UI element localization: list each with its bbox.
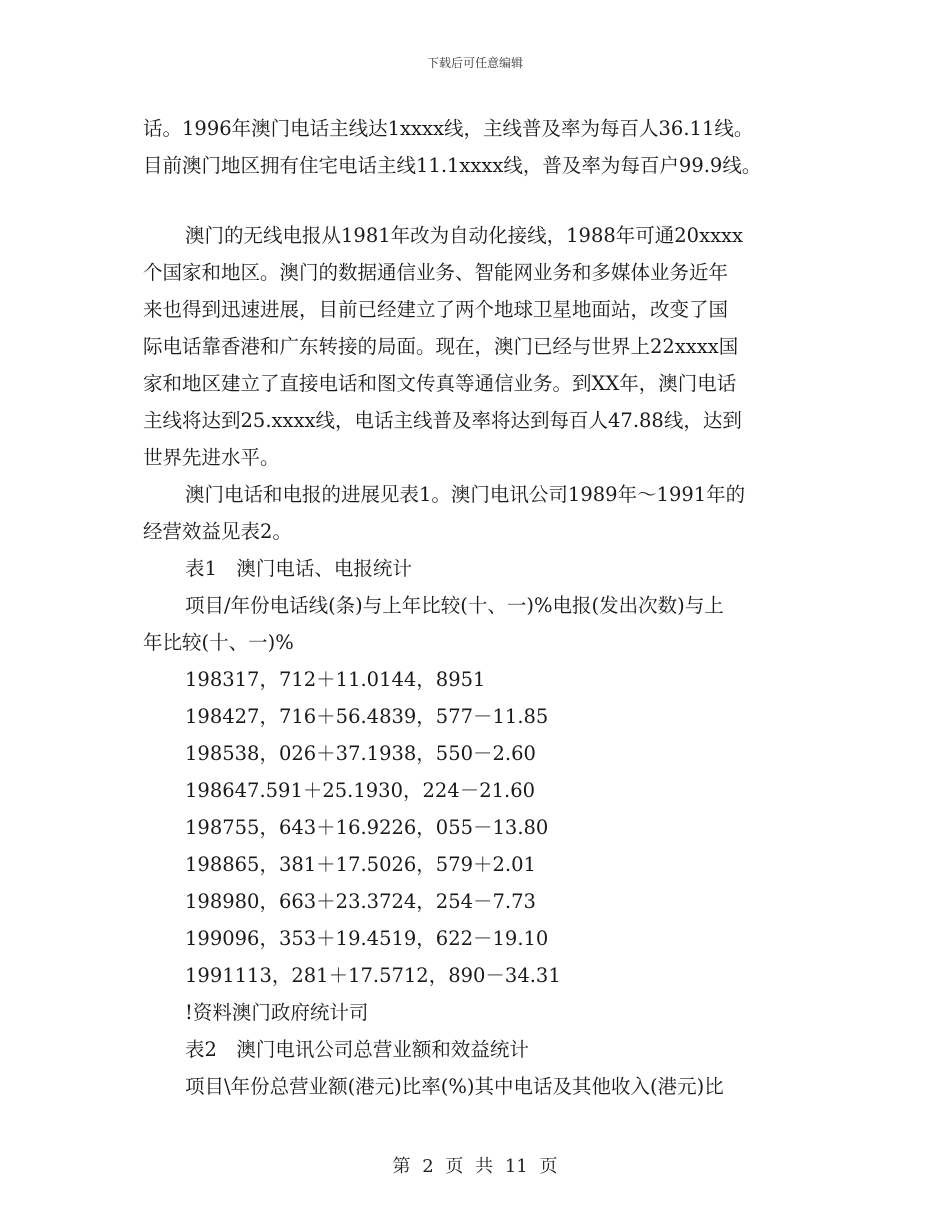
text-line: 话。1996年澳门电话主线达1xxxx线，主线普及率为每百人36.11线。 xyxy=(143,117,754,140)
source-note: !资料澳门政府统计司 xyxy=(185,1001,369,1024)
page-footer: 第 2 页 共 11 页 xyxy=(392,1156,558,1177)
text-line: 世界先进水平。 xyxy=(143,446,280,469)
document-body xyxy=(143,110,815,1105)
table-row: 199096，353＋19.4519，622－19.10 xyxy=(185,927,549,950)
page-header: 下载后可任意编辑 xyxy=(426,56,523,70)
text-line: 澳门电话和电报的进展见表1。澳门电讯公司1989年～1991年的 xyxy=(185,483,746,506)
table-header-line: 年比较(十、一)% xyxy=(143,631,294,654)
text-line: 澳门的无线电报从1981年改为自动化接线，1988年可通20xxxx xyxy=(185,224,744,247)
table-row: 198647.591＋25.1930，224－21.60 xyxy=(185,779,536,802)
text-line: 家和地区建立了直接电话和图文传真等通信业务。到XX年，澳门电话 xyxy=(143,372,737,395)
table-row: 198427，716＋56.4839，577－11.85 xyxy=(185,705,549,728)
paragraph-gap xyxy=(143,184,815,217)
text-line: 目前澳门地区拥有住宅电话主线11.1xxxx线，普及率为每百户99.9线。 xyxy=(143,154,762,177)
table-header-line: 项目\年份总营业额(港元)比率(%)其中电话及其他收入(港元)比 xyxy=(185,1075,724,1098)
table-row: 198865，381＋17.5026，579＋2.01 xyxy=(185,853,536,876)
table-caption: 表1 澳门电话、电报统计 xyxy=(185,557,412,580)
text-line: 际电话靠香港和广东转接的局面。现在，澳门已经与世界上22xxxx国 xyxy=(143,335,739,358)
table-header-line: 项目/年份电话线(条)与上年比较(十、一)%电报(发出次数)与上 xyxy=(185,594,724,617)
text-line: 来也得到迅速进展，目前已经建立了两个地球卫星地面站，改变了国 xyxy=(143,298,729,321)
table-row: 198980，663＋23.3724，254－7.73 xyxy=(185,890,536,913)
table-row: 198538，026＋37.1938，550－2.60 xyxy=(185,742,536,765)
table-row: 198317，712＋11.0144，8951 xyxy=(185,668,486,691)
table-caption: 表2 澳门电讯公司总营业额和效益统计 xyxy=(185,1038,529,1061)
text-line: 经营效益见表2。 xyxy=(143,520,292,543)
text-line: 主线将达到25.xxxx线，电话主线普及率将达到每百人47.88线，达到 xyxy=(143,409,742,432)
table-row: 1991113，281＋17.5712，890－34.31 xyxy=(185,964,561,987)
text-line: 个国家和地区。澳门的数据通信业务、智能网业务和多媒体业务近年 xyxy=(143,261,729,284)
table-row: 198755，643＋16.9226，055－13.80 xyxy=(185,816,549,839)
